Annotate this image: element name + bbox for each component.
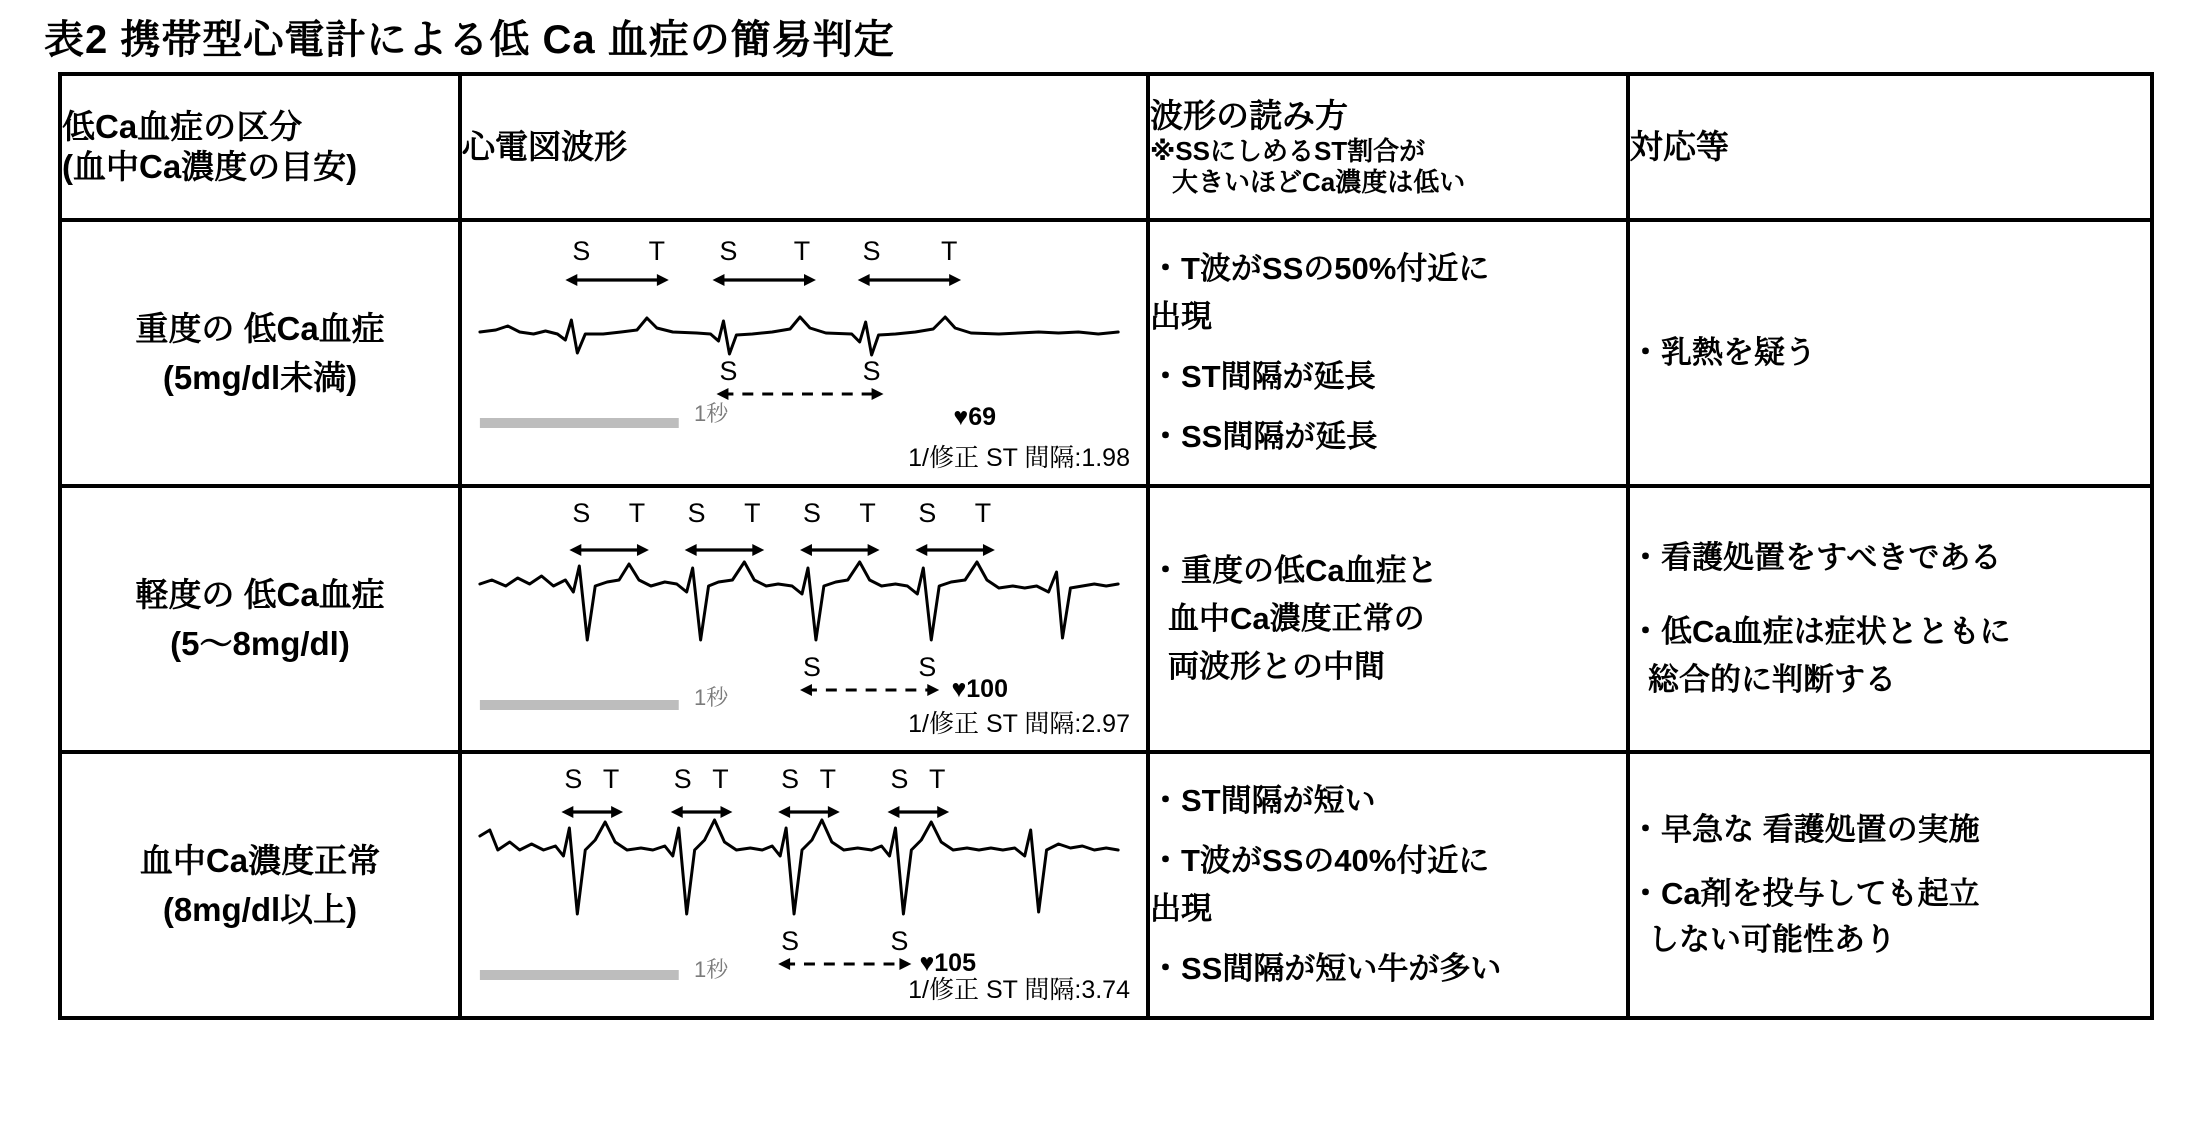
reading-line: ・SS間隔が延長 (1150, 419, 1378, 455)
marker-s-bottom-1: S (719, 355, 738, 387)
marker-s-3: S (803, 497, 821, 529)
bpm-label: ♥105 (919, 949, 976, 977)
marker-s-1: S (572, 497, 591, 529)
bpm-label: ♥100 (951, 675, 1008, 703)
st-interval-arrows (569, 544, 995, 556)
category-normal-line2: (8mg/dl以上) (162, 891, 358, 928)
marker-s-3: S (781, 763, 800, 795)
ecg-mild (460, 486, 1148, 752)
table-header-row (60, 74, 2152, 220)
table-row (60, 752, 2152, 1018)
action-line: ・早急な 看護処置の実施 (1630, 811, 1980, 847)
category-severe-line2: (5mg/dl未満) (162, 359, 358, 396)
reading-line: 出現 (1150, 298, 1212, 334)
reading-line: 血中Ca濃度正常の (1168, 600, 1425, 636)
marker-s-bottom-2: S (862, 355, 881, 387)
reading-line: ・T波がSSの50%付近に (1150, 250, 1490, 286)
marker-t-3: T (819, 763, 837, 795)
header-category-line1: 低Ca血症の区分 (62, 107, 303, 145)
marker-s-2: S (673, 763, 692, 795)
st-ratio-label: 1/修正 ST 間隔:1.98 (908, 444, 1130, 472)
action-line: ・低Ca血症は症状とともに (1630, 613, 2011, 649)
marker-t-2: T (793, 235, 811, 267)
marker-s-bottom-1: S (803, 651, 821, 683)
marker-t-3: T (859, 497, 876, 529)
ss-interval-arrow (778, 958, 911, 970)
scale-label: 1秒 (694, 401, 729, 426)
category-severe (60, 220, 460, 486)
reading-severe (1148, 220, 1628, 486)
marker-s-bottom-2: S (890, 925, 909, 957)
scale-label: 1秒 (694, 685, 729, 710)
scale-label: 1秒 (694, 957, 729, 982)
reading-line: ・ST間隔が短い (1150, 782, 1376, 818)
ss-interval-arrow (800, 684, 939, 696)
st-ratio-label: 1/修正 ST 間隔:3.74 (908, 976, 1130, 1004)
marker-s-1: S (572, 235, 591, 267)
marker-t-2: T (712, 763, 729, 795)
marker-t-3: T (940, 235, 958, 267)
ecg-severe (460, 220, 1148, 486)
marker-s-2: S (687, 497, 706, 529)
reading-mild (1148, 486, 1628, 752)
reading-line: 出現 (1150, 891, 1212, 926)
marker-s-3: S (862, 235, 881, 267)
marker-s-bottom-1: S (781, 925, 800, 957)
category-normal-line1: 血中Ca濃度正常 (139, 841, 381, 879)
reading-line: ・ST間隔が延長 (1150, 359, 1376, 394)
category-normal (60, 752, 460, 1018)
reading-line: ・重度の低Ca血症と (1150, 552, 1438, 588)
hypocalcemia-table (58, 72, 2154, 1020)
time-scale-bar (480, 418, 679, 428)
st-interval-arrows (561, 806, 949, 818)
header-action (1628, 74, 2152, 220)
ecg-normal (460, 752, 1148, 1018)
st-interval-arrows (565, 274, 961, 286)
marker-t-1: T (648, 235, 666, 267)
table-row (60, 486, 2152, 752)
action-normal (1628, 752, 2152, 1018)
marker-t-1: T (602, 763, 620, 795)
marker-t-4: T (974, 497, 992, 529)
table-row (60, 220, 2152, 486)
bpm-label: ♥69 (953, 403, 996, 431)
category-mild-line2: (5〜8mg/dl) (170, 625, 350, 662)
st-ratio-label: 1/修正 ST 間隔:2.97 (908, 710, 1130, 738)
marker-s-1: S (564, 763, 583, 795)
header-reading (1148, 74, 1628, 220)
header-reading-note1: ※SSにしめるST割合が (1150, 135, 1426, 166)
ss-interval-arrow (717, 388, 884, 400)
marker-t-2: T (744, 497, 761, 529)
category-mild-line1: 軽度の 低Ca血症 (135, 575, 385, 613)
marker-s-4: S (890, 763, 909, 795)
action-line: ・看護処置をすべきである (1630, 539, 2002, 575)
action-line: 総合的に判断する (1648, 662, 1896, 697)
table-caption: 表2 携帯型心電計による低 Ca 血症の簡易判定 (44, 18, 895, 62)
header-category-line2: (血中Ca濃度の目安) (62, 148, 358, 185)
marker-t-4: T (929, 763, 946, 795)
header-category (60, 74, 460, 220)
reading-line: 両波形との中間 (1168, 649, 1385, 684)
action-line: しない可能性あり (1648, 922, 1896, 957)
header-ecg (460, 74, 1148, 220)
action-line: ・Ca剤を投与しても起立 (1630, 875, 1980, 911)
header-action-label: 対応等 (1630, 127, 1729, 165)
reading-line: ・T波がSSの40%付近に (1150, 842, 1490, 878)
header-reading-line1: 波形の読み方 (1150, 96, 1348, 134)
time-scale-bar (480, 700, 679, 710)
marker-t-1: T (628, 497, 646, 529)
action-mild (1628, 486, 2152, 752)
action-severe (1628, 220, 2152, 486)
marker-s-bottom-2: S (918, 651, 937, 683)
category-mild (60, 486, 460, 752)
reading-normal (1148, 752, 1628, 1018)
marker-s-4: S (918, 497, 937, 529)
category-severe-line1: 重度の 低Ca血症 (135, 309, 385, 347)
action-line: ・乳熱を疑う (1630, 334, 1816, 370)
header-reading-note2: 大きいほどCa濃度は低い (1172, 167, 1466, 198)
reading-line: ・SS間隔が短い牛が多い (1150, 951, 1502, 987)
time-scale-bar (480, 970, 679, 980)
marker-s-2: S (719, 235, 738, 267)
header-ecg-label: 心電図波形 (462, 127, 627, 165)
